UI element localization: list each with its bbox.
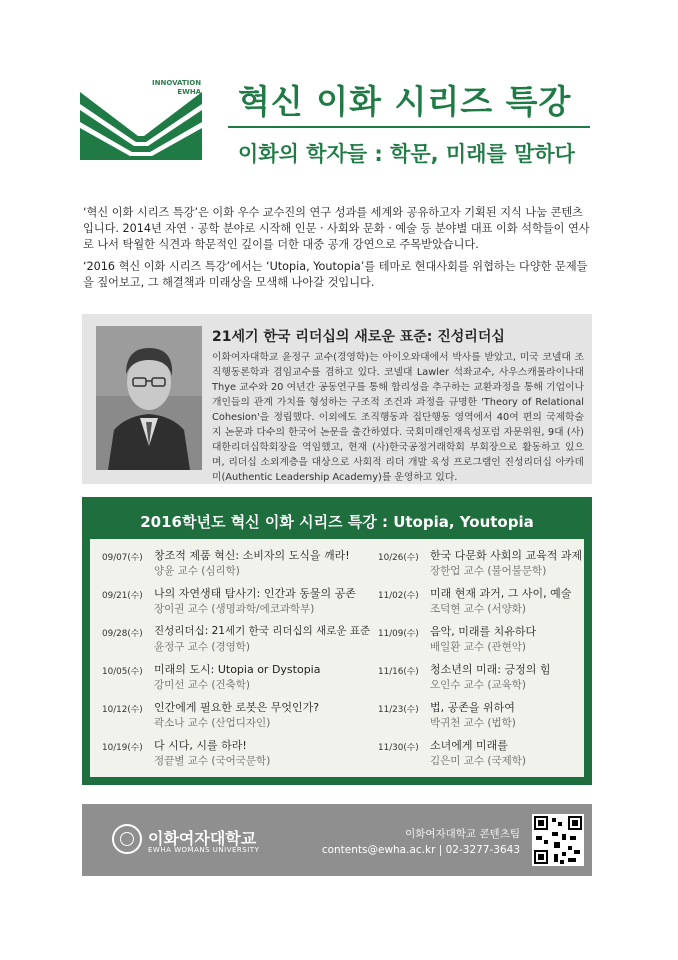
lecture-date: 11/23(수) xyxy=(378,705,419,715)
speaker-photo xyxy=(96,326,202,470)
lecture-topic: 소녀에게 미래를 xyxy=(430,739,508,752)
schedule-list xyxy=(90,539,584,777)
qr-code-icon[interactable] xyxy=(532,814,584,866)
series-schedule-panel xyxy=(82,497,592,785)
lecture-speaker: 강미선 교수 (건축학) xyxy=(154,679,251,691)
schedule-item xyxy=(102,585,372,621)
lecture-date: 11/30(수) xyxy=(378,743,419,753)
lecture-speaker: 곽소나 교수 (산업디자인) xyxy=(154,717,271,729)
lecture-topic: 다 시다, 시를 하라! xyxy=(154,739,247,752)
lecture-topic: 미래의 도시: Utopia or Dystopia xyxy=(154,663,321,676)
speaker-bio: 이화여자대학교 윤정구 교수(경영학)는 아이오와대에서 박사를 받았고, 미국 코넬대 조직행동론학과 겸임교수를 겸하고 있다. 코넬대 Lawler 석좌교수, 사우스캐롤라이나대 Thye 교수와 20 여년간 공동연구를 통해 합리성을 추구하는 교환과정을 통해 기업이나 개인들의 관계 가치를 형성하는 구조적 조건과 과정을 규명한 'Theory of Relational Cohesion'을 정립했다. 이외에도 조직행동과 집단행동 영역에서 40여 편의 국제학술지 논문과 다수의 한국어 논문을 출간하였다. 국회미래인재육성포럼 자문위원, 9대 (사)대한리더십학회장을 역임했고, 현재 (사)한국공정거래학회 부회장으로 활동하고 있으며, 리더십 소외계층을 대상으로 사회적 리더 개발 육성 프로그램인 진성리더십 아카데미(Authentic Leadership Academy)를 운영하고 있다. xyxy=(212,352,584,483)
lecture-topic: 인간에게 필요한 로봇은 무엇인가? xyxy=(154,701,320,714)
lecture-topic: 한국 다문화 사회의 교육적 과제 xyxy=(430,549,583,562)
lecture-date: 09/07(수) xyxy=(102,553,143,563)
intro-paragraph-2: ‘2016 혁신 이화 시리즈 특강’에서는 ‘Utopia, Youtopia’를 테마로 현대사회를 위협하는 다양한 문제들을 짚어보고, 그 해결책과 미래상을 모색해 나아갈 것입니다. xyxy=(83,260,588,289)
lecture-date: 09/28(수) xyxy=(102,629,143,639)
schedule-item xyxy=(102,737,372,773)
lecture-speaker: 장한업 교수 (불어불문학) xyxy=(430,565,547,577)
lecture-date: 11/02(수) xyxy=(378,591,419,601)
logo-text: INNOVATION EWHA xyxy=(152,79,202,96)
lecture-topic: 진성리더십: 21세기 한국 리더십의 새로운 표준 xyxy=(154,625,371,637)
schedule-item xyxy=(378,585,578,621)
lecture-speaker: 정끝별 교수 (국어국문학) xyxy=(154,755,271,767)
schedule-item xyxy=(378,547,583,583)
lecture-speaker: 장이권 교수 (생명과학/에코과학부) xyxy=(154,603,315,615)
footer xyxy=(82,804,592,876)
lecture-speaker: 윤정구 교수 (경영학) xyxy=(154,641,251,653)
lecture-date: 10/05(수) xyxy=(102,667,143,677)
schedule-item xyxy=(102,623,372,659)
contents-team: 이화여자대학교 콘텐츠팀 xyxy=(405,828,520,840)
intro-paragraph-1: ‘혁신 이화 시리즈 특강’은 이화 우수 교수진의 연구 성과를 세계와 공유하고자 기획된 지식 나눔 콘텐츠입니다. 2014년 자연 · 공학 분야로 시작해 인문 · 사회와 문화 · 예술 등 분야별 대표 이화 석학들이 연사로 나서 탁월한 식견과 학문적인 깊이를 더한 대중 공개 강연으로 주목받았습니다. xyxy=(83,206,590,251)
intro-text xyxy=(83,205,593,297)
schedule-item xyxy=(378,737,578,773)
lecture-topic: 음악, 미래를 치유하다 xyxy=(430,625,537,638)
lecture-speaker: 박귀천 교수 (법학) xyxy=(430,717,516,729)
lecture-date: 10/26(수) xyxy=(378,553,419,563)
schedule-item xyxy=(102,661,372,697)
lecture-topic: 청소년의 미래: 긍정의 힘 xyxy=(430,663,551,676)
schedule-item xyxy=(378,661,578,697)
lecture-topic: 미래 현재 과거, 그 사이, 예술 xyxy=(430,587,572,600)
lecture-topic: 법, 공존을 위하여 xyxy=(430,701,515,714)
featured-speaker-panel xyxy=(82,314,592,484)
series-title: 2016학년도 혁신 이화 시리즈 특강 : Utopia, Youtopia xyxy=(140,513,534,531)
schedule-item xyxy=(102,547,372,583)
contact-info: contents@ewha.ac.kr | 02-3277-3643 xyxy=(321,844,520,856)
lecture-date: 09/21(수) xyxy=(102,591,143,601)
page-subtitle: 이화의 학자들 : 학문, 미래를 말하다 xyxy=(238,142,575,166)
lecture-topic: 창조적 제품 혁신: 소비자의 도식을 깨라! xyxy=(154,549,350,562)
lecture-speaker: 조덕현 교수 (서양화) xyxy=(430,603,527,615)
lecture-speaker: 오인수 교수 (교육학) xyxy=(430,679,527,691)
schedule-item xyxy=(378,623,578,659)
lecture-speaker: 김은미 교수 (국제학) xyxy=(430,755,527,767)
schedule-item xyxy=(378,699,578,735)
lecture-date: 10/12(수) xyxy=(102,705,143,715)
page-title: 혁신 이화 시리즈 특강 xyxy=(238,82,572,121)
lecture-speaker: 양윤 교수 (심리학) xyxy=(154,565,240,577)
lecture-speaker: 배일환 교수 (관현악) xyxy=(430,641,527,653)
lecture-date: 11/09(수) xyxy=(378,629,419,639)
university-name: 이화여자대학교 xyxy=(148,829,257,848)
lecture-date: 10/19(수) xyxy=(102,743,143,753)
university-name-english: EWHA WOMANS UNIVERSITY xyxy=(148,846,260,854)
schedule-item xyxy=(102,699,372,735)
lecture-date: 11/16(수) xyxy=(378,667,419,677)
speaker-lecture-title: 21세기 한국 리더십의 새로운 표준: 진성리더십 xyxy=(212,329,505,345)
university-seal-icon xyxy=(112,824,142,854)
title-divider xyxy=(228,126,590,128)
lecture-topic: 나의 자연생태 탐사기: 인간과 동물의 공존 xyxy=(154,587,356,600)
